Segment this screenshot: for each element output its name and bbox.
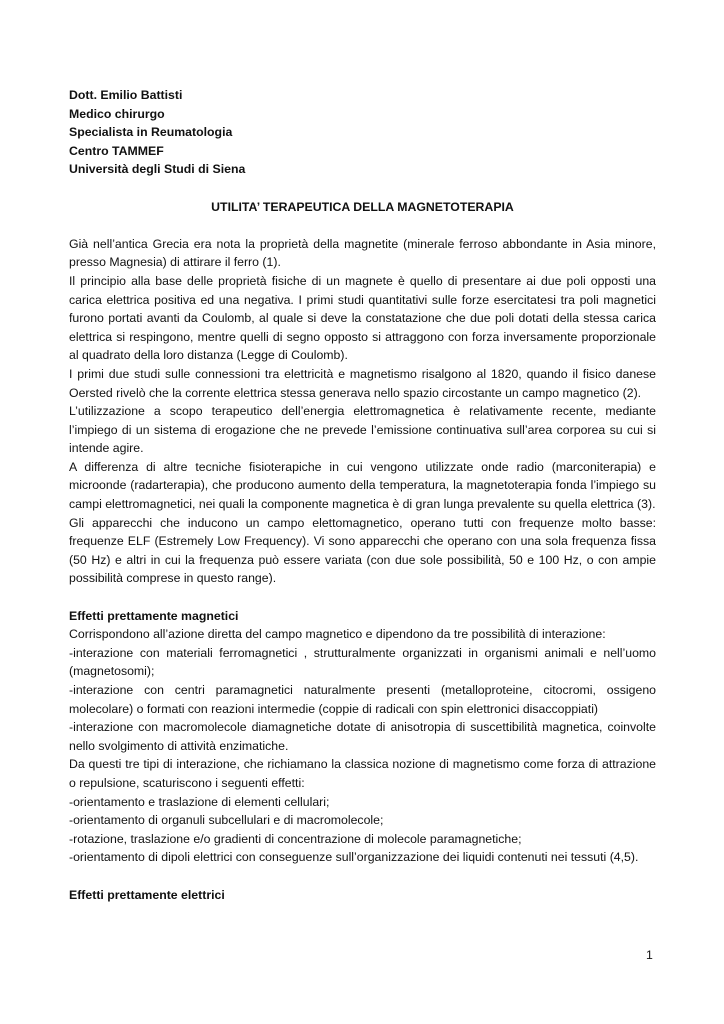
paragraph: L’utilizzazione a scopo terapeutico dell’energia elettromagnetica è relativamente recente, mediante l’impiego di un sistema di erogazione che ne prevede l’emissione continuativa sull’area corporea su cui si intende agire. [69, 404, 656, 456]
author-center: Centro TAMMEF [69, 143, 164, 158]
section-heading: Effetti prettamente magnetici [69, 608, 239, 623]
paragraph: Corrispondono all’azione diretta del campo magnetico e dipendono da tre possibilità di interazione: [69, 627, 606, 642]
author-specialty: Specialista in Reumatologia [69, 125, 233, 140]
list-item: -orientamento di organuli subcellulari e di macromolecole; [69, 813, 384, 828]
list-item: -rotazione, traslazione e/o gradienti di concentrazione di molecole paramagnetiche; [69, 831, 522, 846]
paragraph: I primi due studi sulle connessioni tra elettricità e magnetismo risalgono al 1820, quando il fisico danese Oersted rivelò che la corrente elettrica stessa generava nello spazio circostante un campo magnetico (2). [69, 366, 656, 400]
intro-section [69, 235, 656, 588]
author-university: Università degli Studi di Siena [69, 162, 246, 177]
electric-effects-section [69, 886, 656, 905]
magnetic-effects-section [69, 607, 656, 867]
paragraph: Da questi tre tipi di interazione, che richiamano la classica nozione di magnetismo come forza di attrazione o repulsione, scaturiscono i seguenti effetti: [69, 757, 656, 790]
list-item: -interazione con macromolecole diamagnetiche dotate di anisotropia di suscettibilità magnetica, coinvolte nello svolgimento di attività enzimatiche. [69, 720, 656, 753]
paragraph: Il principio alla base delle proprietà fisiche di un magnete è quello di presentare ai due poli opposti una carica elettrica positiva ed una negativa. I primi studi quantitativi sulle forze esercitatesi tra poli magnetici furono portati avanti da Coulomb, al quale si deve la constatazione che due poli dotati della stessa carica elettrica si respingono, mentre quelli di segno opposto si attraggono con forza inversamente proporzionale al quadrato della loro distanza (Legge di Coulomb). [69, 273, 656, 363]
list-item: -orientamento di dipoli elettrici con conseguenze sull’organizzazione dei liquidi contenuti nei tessuti (4,5). [69, 850, 639, 865]
list-item: -orientamento e traslazione di elementi cellulari; [69, 794, 330, 809]
document-title: UTILITA’ TERAPEUTICA DELLA MAGNETOTERAPIA [211, 199, 514, 214]
author-role: Medico chirurgo [69, 106, 165, 121]
list-item: -interazione con materiali ferromagnetici , strutturalmente organizzati in organismi animali e nell’uomo (magnetosomi); [69, 645, 656, 679]
section-heading: Effetti prettamente elettrici [69, 887, 225, 902]
paragraph: A differenza di altre tecniche fisioterapiche in cui vengono utilizzate onde radio (marconiterapia) e microonde (radarterapia), che producono aumento della temperatura, la magnetoterapia fonda l’impiego su campi elettromagnetici, nei quali la componente magnetica è di gran lunga prevalente su quella elettrica (3). [69, 459, 656, 512]
page-number: 1 [646, 948, 653, 962]
paragraph: Già nell’antica Grecia era nota la proprietà della magnetite (minerale ferroso abbondante in Asia minore, presso Magnesia) di attirare il ferro (1). [69, 236, 656, 270]
document-body [69, 86, 656, 904]
list-item: -interazione con centri paramagnetici naturalmente presenti (metalloproteine, citocromi, ossigeno molecolare) o formati con reazioni intermedie (coppie di radicali con spin elettronici disaccoppiati) [69, 683, 656, 716]
author-name: Dott. Emilio Battisti [69, 88, 183, 102]
author-block [69, 86, 656, 179]
paragraph: Gli apparecchi che inducono un campo elettomagnetico, operano tutti con frequenze molto basse: frequenze ELF (Estremely Low Frequency). Vi sono apparecchi che operano con una sola frequenza fissa (50 Hz) e altri in cui la frequenza può essere variata (con due sole possibilità, 50 e 100 Hz, o con ampie possibilità comprese in questo range). [69, 515, 656, 586]
